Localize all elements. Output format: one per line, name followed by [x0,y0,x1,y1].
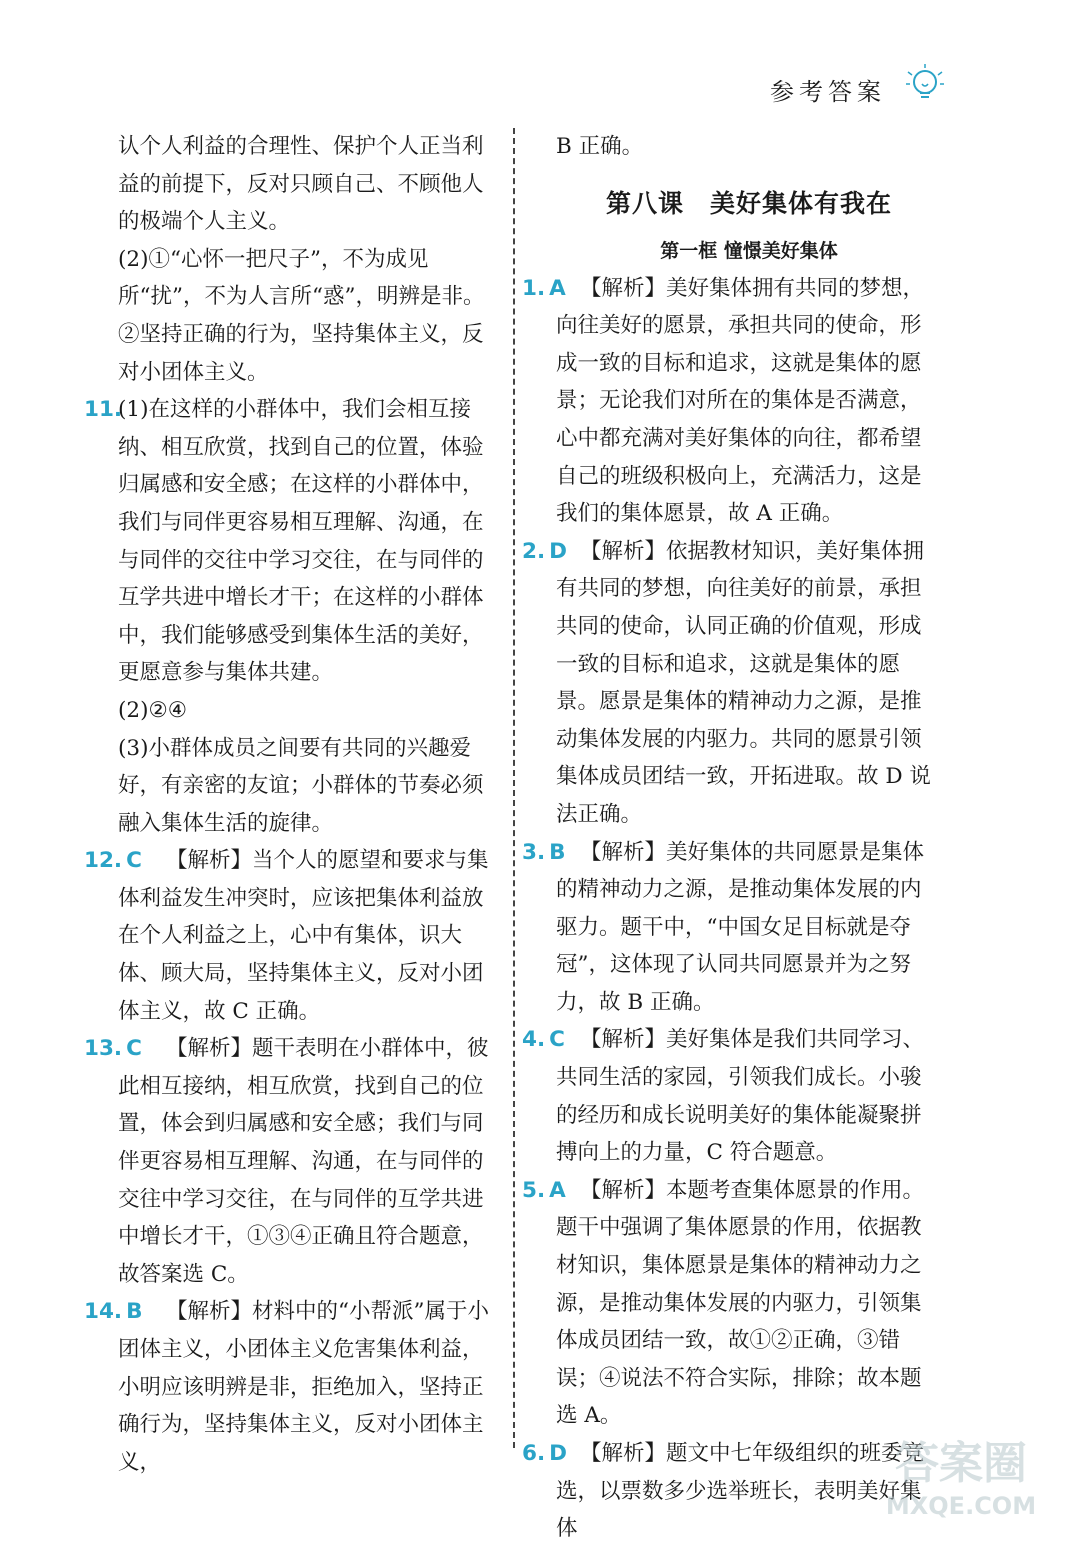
explanation-text: 【解析】题文中七年级组织的班委竞选，以票数多少选举班长，表明美好集体 [556,1441,925,1542]
answer-choice: B [549,839,566,865]
column-divider [513,128,515,1448]
answer-4 [522,1021,942,1171]
explanation-text: 【解析】题干表明在小群体中，彼此相互接纳，相互欣赏，找到自己的位置，体会到归属感和安全感；我们与同伴更容易相互理解、沟通，在与同伴的交往中学习交往，在与同伴的互学共进中增长才干，①③④正确且符合题意，故答案选 C。 [118,1036,489,1287]
question-number: 14. [84,1299,123,1325]
answer-2 [522,533,942,834]
answer-choice: A [549,1177,566,1203]
answer-3 [522,834,942,1022]
lightbulb-icon [902,62,948,108]
answer-11-part-3: (3)小群体成员之间要有共同的兴趣爱好，有亲密的友谊；小群体的节奏必须融入集体生活的旋律。 [118,735,484,836]
answer-12 [84,842,504,1030]
section-title: 第一框 憧憬美好集体 [660,239,838,262]
answer-1 [522,270,942,533]
explanation-text: 【解析】美好集体是我们共同学习、共同生活的家园，引领我们成长。小骏的经历和成长说明美好的集体能凝聚拼搏向上的力量，C 符合题意。 [556,1027,925,1166]
watermark-logo [866,1430,1056,1525]
explanation-text: 【解析】美好集体的共同愿景是集体的精神动力之源，是推动集体发展的内驱力。题干中，“中国女足目标就是夺冠”，这体现了认同共同愿景并为之努力，故 B 正确。 [556,839,925,1015]
answer-11-part-2: (2)②④ [118,697,188,723]
answer-choice: C [126,1036,142,1062]
explanation-text: 【解析】美好集体拥有共同的梦想，向往美好的愿景，承担共同的使命，形成一致的目标和追求，这就是集体的愿景；无论我们对所在的集体是否满意，心中都充满对美好集体的向往，都希望自己的班级积极向上，充满活力，这是我们的集体愿景，故 A 正确。 [556,275,925,527]
header-title: 参考答案 [770,78,886,106]
answer-choice: D [549,1441,567,1466]
answer-choice: A [549,275,566,301]
explanation-text: 【解析】当个人的愿望和要求与集体利益发生冲突时，应该把集体利益放在个人利益之上，心中有集体，识大体、顾大局，坚持集体主义，反对小团体主义，故 C 正确。 [118,848,489,1024]
continuation-paragraph: 认个人利益的合理性、保护个人正当利益的前提下，反对只顾自己、不顾他人的极端个人主义。 [118,134,484,235]
right-column [522,128,942,1548]
question-number: 6. [522,1441,546,1466]
answer-10-part-2: (2)①“心怀一把尺子”，不为成见所“扰”，不为人言所“惑”，明辨是非。②坚持正确的行为，坚持集体主义，反对小团体主义。 [118,246,485,385]
answer-13 [84,1030,504,1293]
answer-choice: D [549,538,567,564]
answer-choice: C [126,848,142,874]
lesson-title: 第八课 美好集体有我在 [605,188,892,218]
left-column [84,128,504,1481]
question-number: 11. [84,397,123,423]
continuation-paragraph: B 正确。 [556,134,644,159]
answer-5 [522,1172,942,1435]
answer-11-part-1: (1)在这样的小群体中，我们会相互接纳、相互欣赏，找到自己的位置，体验归属感和安全感；在这样的小群体中，我们与同伴更容易相互理解、沟通，在与同伴的交往中学习交往，在与同伴的互学共进中增长才干；在这样的小群体中，我们能够感受到集体生活的美好，更愿意参与集体共建。 [118,397,484,686]
watermark-text: 答案圈 [895,1438,1027,1489]
explanation-text: 【解析】本题考查集体愿景的作用。题干中强调了集体愿景的作用，依据教材知识，集体愿景是集体的精神动力之源，是推动集体发展的内驱力，引领集体成员团结一致，故①②正确，③错误；④说法不符合实际，排除；故本题选 A。 [556,1177,925,1429]
answer-choice: C [549,1027,565,1053]
answer-11 [84,391,504,842]
explanation-text: 【解析】材料中的“小帮派”属于小团体主义，小团体主义危害集体利益，小明应该明辨是非，拒绝加入，坚持正确行为，坚持集体主义，反对小团体主义， [118,1299,489,1475]
question-number: 12. [84,848,123,874]
question-number: 5. [522,1177,546,1203]
question-number: 4. [522,1027,546,1053]
question-number: 13. [84,1036,123,1062]
answer-choice: B [126,1299,143,1325]
question-number: 2. [522,538,546,564]
question-number: 1. [522,275,546,301]
answer-14 [84,1293,504,1481]
question-number: 3. [522,839,546,865]
explanation-text: 【解析】依据教材知识，美好集体拥有共同的梦想，向往美好的前景，承担共同的使命，认同正确的价值观，形成一致的目标和追求，这就是集体的愿景。愿景是集体的精神动力之源，是推动集体发展的内驱力。共同的愿景引领集体成员团结一致，开拓进取。故 D 说法正确。 [556,538,931,827]
watermark-url: MXQE.COM [885,1492,1037,1520]
